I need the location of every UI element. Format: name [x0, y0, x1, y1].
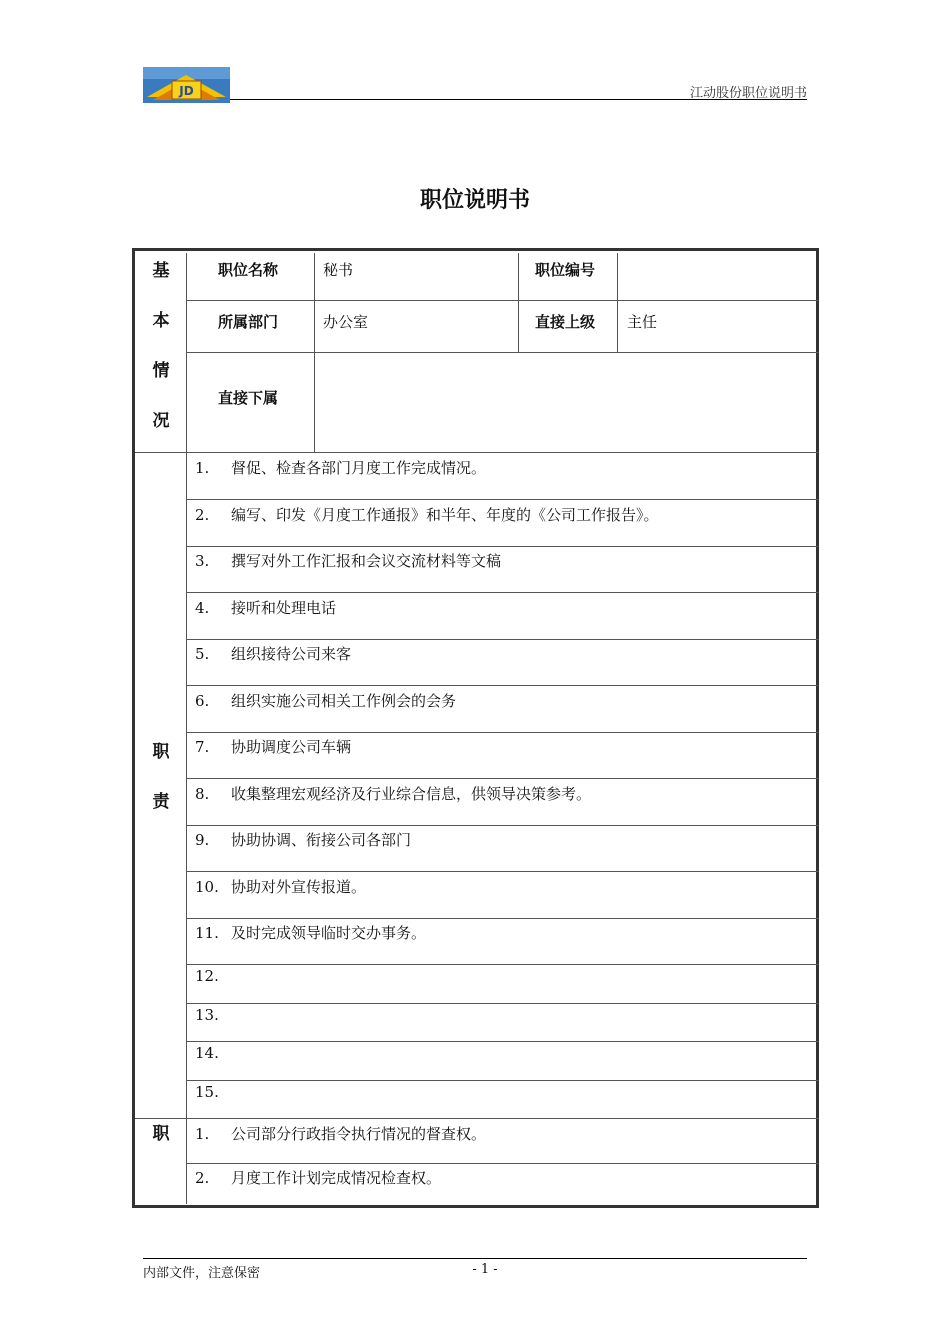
row-line: [186, 592, 819, 593]
basic-section-label: [135, 262, 187, 430]
svg-text:JD: JD: [179, 84, 194, 98]
duty-item: [195, 785, 591, 803]
row-line: [186, 1163, 819, 1164]
col-line: [518, 253, 519, 352]
page-title: 职位说明书: [419, 188, 530, 213]
label-char: 职: [152, 1124, 170, 1144]
duty-item: [195, 459, 486, 477]
duty-item: [195, 692, 456, 710]
row-line: [186, 685, 819, 686]
department-label: 所属部门: [218, 313, 279, 331]
duty-item: [195, 645, 351, 663]
item-number: 2.: [195, 506, 210, 524]
item-text: 组织接待公司来客: [231, 645, 352, 663]
rights-section-label: [135, 1125, 187, 1143]
section-line: [135, 1118, 819, 1119]
duty-item: [195, 599, 336, 617]
subordinate-label: 直接下属: [218, 389, 279, 407]
row-line: [186, 300, 819, 301]
item-number: 10.: [195, 878, 219, 896]
section-line: [135, 452, 819, 453]
company-logo: [143, 67, 230, 103]
row-line: [186, 1003, 819, 1004]
duties-section-label: [135, 743, 187, 811]
row-line: [186, 499, 819, 500]
item-text: 收集整理宏观经济及行业综合信息，供领导决策参考。: [231, 785, 592, 803]
superior-value: 主任: [627, 313, 658, 331]
item-number: 5.: [195, 645, 210, 663]
item-number: 9.: [195, 831, 210, 849]
duty-item: [195, 1083, 231, 1101]
job-description-form: [132, 248, 819, 1208]
duty-item: [195, 506, 659, 524]
item-text: 接听和处理电话: [231, 599, 337, 617]
right-item: [195, 1169, 441, 1187]
item-number: 7.: [195, 738, 210, 756]
footer-confidential: 内部文件，注意保密: [143, 1266, 261, 1281]
header-rule: [230, 99, 807, 100]
item-number: 4.: [195, 599, 210, 617]
item-number: 3.: [195, 552, 210, 570]
duty-item: [195, 1044, 231, 1062]
row-line: [186, 732, 819, 733]
item-text: 及时完成领导临时交办事务。: [231, 924, 427, 942]
item-number: 2.: [195, 1169, 210, 1187]
row-line: [186, 1080, 819, 1081]
label-char: 情: [152, 361, 170, 381]
row-line: [186, 825, 819, 826]
item-number: 11.: [195, 924, 219, 942]
item-text: 月度工作计划完成情况检查权。: [231, 1169, 442, 1187]
right-item: [195, 1125, 486, 1143]
item-number: 6.: [195, 692, 210, 710]
row-line: [186, 639, 819, 640]
item-number: 12.: [195, 967, 219, 985]
position-name-value: 秘书: [323, 261, 354, 279]
item-text: 组织实施公司相关工作例会的会务: [231, 692, 457, 710]
item-number: 13.: [195, 1006, 219, 1024]
position-name-label: 职位名称: [218, 261, 279, 279]
item-number: 14.: [195, 1044, 219, 1062]
row-line: [186, 778, 819, 779]
item-text: 督促、检查各部门月度工作完成情况。: [231, 459, 487, 477]
row-line: [186, 352, 819, 353]
label-char: 况: [152, 411, 170, 431]
item-text: 协助对外宣传报道。: [231, 878, 367, 896]
col-line: [314, 253, 315, 452]
page-number: - 1 -: [472, 1262, 498, 1277]
header-doc-title: 江动股份职位说明书: [689, 86, 807, 101]
item-text: 编写、印发《月度工作通报》和半年、年度的《公司工作报告》。: [231, 506, 659, 524]
duty-item: [195, 878, 366, 896]
duty-item: [195, 831, 411, 849]
duty-item: [195, 924, 426, 942]
item-number: 15.: [195, 1083, 219, 1101]
footer-rule: [143, 1258, 807, 1259]
row-line: [186, 964, 819, 965]
item-number: 8.: [195, 785, 210, 803]
item-text: 协助调度公司车辆: [231, 738, 352, 756]
label-char: 基: [152, 261, 170, 281]
position-code-label: 职位编号: [535, 261, 596, 279]
label-char: 责: [152, 792, 170, 812]
row-line: [186, 871, 819, 872]
duty-item: [195, 738, 351, 756]
col-line: [617, 253, 618, 352]
label-char: 职: [152, 742, 170, 762]
superior-label: 直接上级: [535, 313, 596, 331]
duty-item: [195, 552, 501, 570]
duty-item: [195, 967, 231, 985]
item-text: 协助协调、衔接公司各部门: [231, 831, 412, 849]
item-number: 1.: [195, 459, 210, 477]
duty-item: [195, 1006, 231, 1024]
row-line: [186, 918, 819, 919]
item-text: 公司部分行政指令执行情况的督查权。: [231, 1125, 487, 1143]
row-line: [186, 546, 819, 547]
department-value: 办公室: [323, 313, 369, 331]
item-text: 撰写对外工作汇报和会议交流材料等文稿: [231, 552, 502, 570]
item-number: 1.: [195, 1125, 210, 1143]
label-char: 本: [152, 311, 170, 331]
row-line: [186, 1041, 819, 1042]
